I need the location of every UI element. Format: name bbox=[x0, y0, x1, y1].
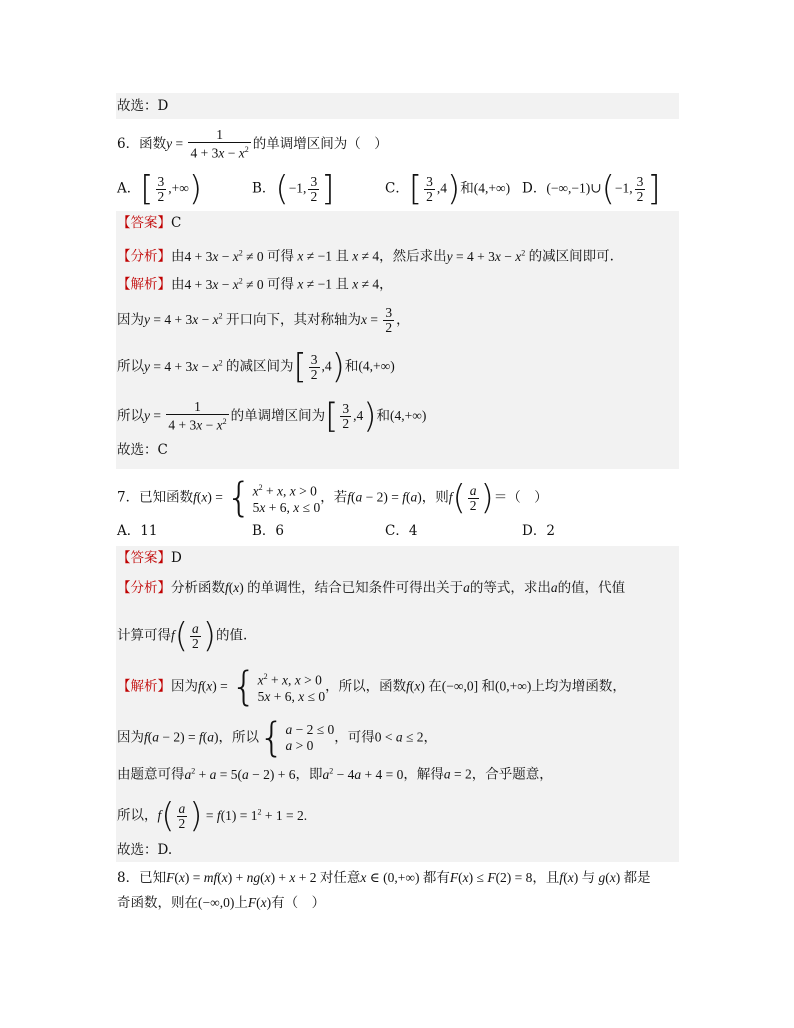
band-q5-select bbox=[116, 93, 679, 119]
q7-option-a: A．11 bbox=[117, 523, 158, 539]
q6-solution-line4: 所以y = $\frac{1}{4 + 3x - x^2}$ 的单调增区间为[ $\frac{3}{2}$ ,4)和(4,+∞) bbox=[117, 396, 427, 437]
q6-option-d: D．(−∞,−1)∪(−1, $\frac{3}{2}$ ] bbox=[522, 169, 661, 209]
q7-stem: 7．已知函数f(x) = { $x^2 + x$, x > 0 5x + 6, x ≤ 0 ，若f(a − 2) = f(a)，则f( $\frac{a}{2}$ )＝（ ） bbox=[117, 475, 548, 521]
q6-analysis: 【分析】由$4 + 3x - x^2 \ne 0$ 可得 x ≠ −1 且 x ≠ 4，然后求出$y = 4 + 3x - x^2$ 的减区间即可. bbox=[117, 248, 614, 265]
q6-solution-line1: 【解析】由$4 + 3x - x^2 \ne 0$ 可得 x ≠ −1 且 x ≠ 4， bbox=[117, 276, 393, 293]
q6-option-b: B．(−1, $\frac{3}{2}$ ] bbox=[252, 169, 335, 209]
q6-solution-line2: 因为$y = 4 + 3x - x^2$ 开口向下，其对称轴为x = $\frac{3}{2}$ ， bbox=[117, 305, 410, 335]
q7-solution-line1: 【解析】因为f(x) = { $x^2 + x$, x > 0 5x + 6, x ≤ 0 ，所以，函数f(x) 在(−∞,0] 和(0,+∞)上均为增函数， bbox=[117, 664, 626, 710]
q8-line2: 奇函数，则在(−∞,0)上F(x)有（ ） bbox=[117, 895, 326, 911]
q7-analysis-line2: 计算可得f( $\frac{a}{2}$ )的值. bbox=[117, 616, 248, 656]
q7-solution-line3: 由题意可得$a^2 + a = 5(a - 2) + 6$，即$a^2 - 4a + 4 = 0$，解得a = 2，合乎题意， bbox=[117, 766, 553, 783]
q6-stem-prefix: 6．函数 bbox=[117, 135, 167, 152]
q7-option-c: C．4 bbox=[385, 523, 418, 539]
q6-option-a: A．[ $\frac{3}{2}$ ,+∞) bbox=[117, 169, 203, 209]
q7-analysis-line1: 【分析】分析函数f(x) 的单调性，结合已知条件可得出关于a的等式，求出a的值，代值 bbox=[117, 580, 626, 596]
q7-solution-line4: 所以，f( $\frac{a}{2}$ ) = $f(1) = 1^2 + 1 = 2$. bbox=[117, 796, 308, 836]
q6-option-c: C．[ $\frac{3}{2}$ ,4)和(4,+∞) bbox=[385, 169, 511, 209]
q6-answer: 【答案】C bbox=[117, 215, 182, 231]
q6-solution-line3: 所以$y = 4 + 3x - x^2$ 的减区间为[ $\frac{3}{2}$ ,4)和(4,+∞) bbox=[117, 347, 395, 387]
q6-select: 故选：C bbox=[117, 442, 168, 458]
q8-line1: 8．已知F(x) = mf(x) + ng(x) + x + 2 对任意x ∈ (0,+∞) 都有F(x) ≤ F(2) = 8，且f(x) 与 g(x) 都是 bbox=[117, 870, 651, 886]
q5-select: 故选：D bbox=[117, 98, 169, 114]
q7-solution-line2: 因为f(a − 2) = f(a)，所以{ a − 2 ≤ 0 a > 0 ，可得0 < a ≤ 2， bbox=[117, 715, 438, 761]
q7-option-d: D．2 bbox=[522, 523, 555, 539]
q7-answer: 【答案】D bbox=[117, 550, 182, 566]
q6-stem: 6．函数y = $\frac{1}{4 + 3x - x^2}$ 的单调增区间为（ ） bbox=[117, 127, 388, 161]
q6-stem-suffix: 的单调增区间为（ ） bbox=[252, 135, 388, 152]
q7-option-b: B．6 bbox=[252, 523, 285, 539]
q7-select: 故选：D. bbox=[117, 842, 173, 858]
q6-fraction: $\frac{1}{4 + 3x - x^2}$ bbox=[190, 127, 249, 161]
